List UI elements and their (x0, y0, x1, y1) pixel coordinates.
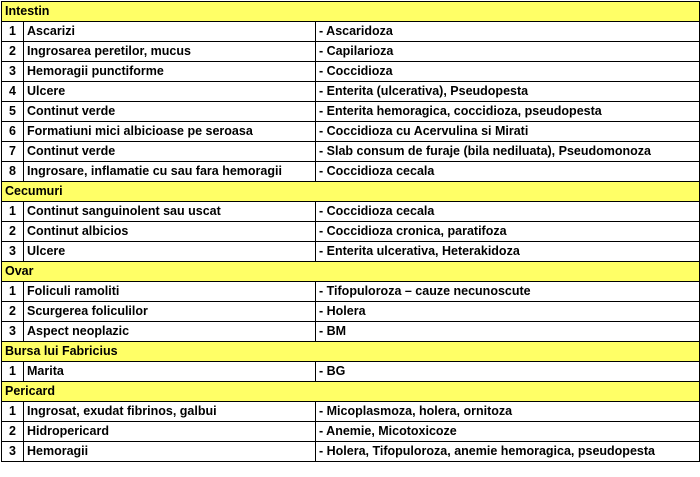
section-header-row (2, 182, 700, 202)
row-number: 8 (2, 162, 24, 182)
row-number: 2 (2, 222, 24, 242)
row-number: 1 (2, 202, 24, 222)
table-row (2, 62, 700, 82)
diagnosis-cell: - Coccidioza cecala (316, 202, 700, 222)
finding-cell: Continut albicios (24, 222, 316, 242)
row-number: 1 (2, 282, 24, 302)
table-row (2, 362, 700, 382)
finding-cell: Ingrosare, inflamatie cu sau fara hemoragii (24, 162, 316, 182)
section-title: Ovar (2, 262, 700, 282)
finding-cell: Foliculi ramoliti (24, 282, 316, 302)
table-row (2, 442, 700, 462)
finding-cell: Aspect neoplazic (24, 322, 316, 342)
lesions-table (1, 1, 700, 462)
table-row (2, 242, 700, 262)
finding-cell: Ulcere (24, 82, 316, 102)
table-row (2, 202, 700, 222)
diagnosis-cell: - Tifopuloroza – cauze necunoscute (316, 282, 700, 302)
row-number: 1 (2, 22, 24, 42)
table-row (2, 162, 700, 182)
diagnosis-cell: - Anemie, Micotoxicoze (316, 422, 700, 442)
finding-cell: Continut sanguinolent sau uscat (24, 202, 316, 222)
finding-cell: Scurgerea foliculilor (24, 302, 316, 322)
diagnosis-cell: - Coccidioza (316, 62, 700, 82)
row-number: 7 (2, 142, 24, 162)
table-row (2, 142, 700, 162)
table-row (2, 322, 700, 342)
section-title: Pericard (2, 382, 700, 402)
diagnosis-cell: - Coccidioza cecala (316, 162, 700, 182)
finding-cell: Hemoragii (24, 442, 316, 462)
row-number: 2 (2, 422, 24, 442)
row-number: 4 (2, 82, 24, 102)
table-row (2, 302, 700, 322)
table-row (2, 422, 700, 442)
section-header-row (2, 2, 700, 22)
diagnosis-cell: - Ascaridoza (316, 22, 700, 42)
finding-cell: Ingrosat, exudat fibrinos, galbui (24, 402, 316, 422)
diagnosis-cell: - Slab consum de furaje (bila nediluata), Pseudomonoza (316, 142, 700, 162)
row-number: 3 (2, 62, 24, 82)
section-title: Cecumuri (2, 182, 700, 202)
diagnosis-cell: - BM (316, 322, 700, 342)
diagnosis-cell: - Holera, Tifopuloroza, anemie hemoragica, pseudopesta (316, 442, 700, 462)
diagnosis-cell: - Capilarioza (316, 42, 700, 62)
finding-cell: Ingrosarea peretilor, mucus (24, 42, 316, 62)
section-header-row (2, 382, 700, 402)
section-title: Intestin (2, 2, 700, 22)
finding-cell: Formatiuni mici albicioase pe seroasa (24, 122, 316, 142)
table-row (2, 102, 700, 122)
diagnosis-cell: - Enterita ulcerativa, Heterakidoza (316, 242, 700, 262)
table-row (2, 42, 700, 62)
section-header-row (2, 342, 700, 362)
row-number: 3 (2, 322, 24, 342)
section-title: Bursa lui Fabricius (2, 342, 700, 362)
finding-cell: Ulcere (24, 242, 316, 262)
row-number: 1 (2, 402, 24, 422)
finding-cell: Continut verde (24, 102, 316, 122)
finding-cell: Hidropericard (24, 422, 316, 442)
finding-cell: Hemoragii punctiforme (24, 62, 316, 82)
row-number: 3 (2, 442, 24, 462)
table-row (2, 22, 700, 42)
row-number: 6 (2, 122, 24, 142)
row-number: 2 (2, 302, 24, 322)
table-row (2, 222, 700, 242)
finding-cell: Ascarizi (24, 22, 316, 42)
finding-cell: Marita (24, 362, 316, 382)
diagnosis-cell: - Enterita (ulcerativa), Pseudopesta (316, 82, 700, 102)
section-header-row (2, 262, 700, 282)
finding-cell: Continut verde (24, 142, 316, 162)
row-number: 1 (2, 362, 24, 382)
diagnosis-cell: - Holera (316, 302, 700, 322)
diagnosis-cell: - Coccidioza cronica, paratifoza (316, 222, 700, 242)
table-body (2, 2, 700, 462)
row-number: 3 (2, 242, 24, 262)
diagnosis-cell: - Micoplasmoza, holera, ornitoza (316, 402, 700, 422)
row-number: 2 (2, 42, 24, 62)
table-row (2, 122, 700, 142)
diagnosis-cell: - Enterita hemoragica, coccidioza, pseudopesta (316, 102, 700, 122)
table-row (2, 82, 700, 102)
diagnosis-cell: - BG (316, 362, 700, 382)
diagnosis-cell: - Coccidioza cu Acervulina si Mirati (316, 122, 700, 142)
table-row (2, 402, 700, 422)
row-number: 5 (2, 102, 24, 122)
table-row (2, 282, 700, 302)
